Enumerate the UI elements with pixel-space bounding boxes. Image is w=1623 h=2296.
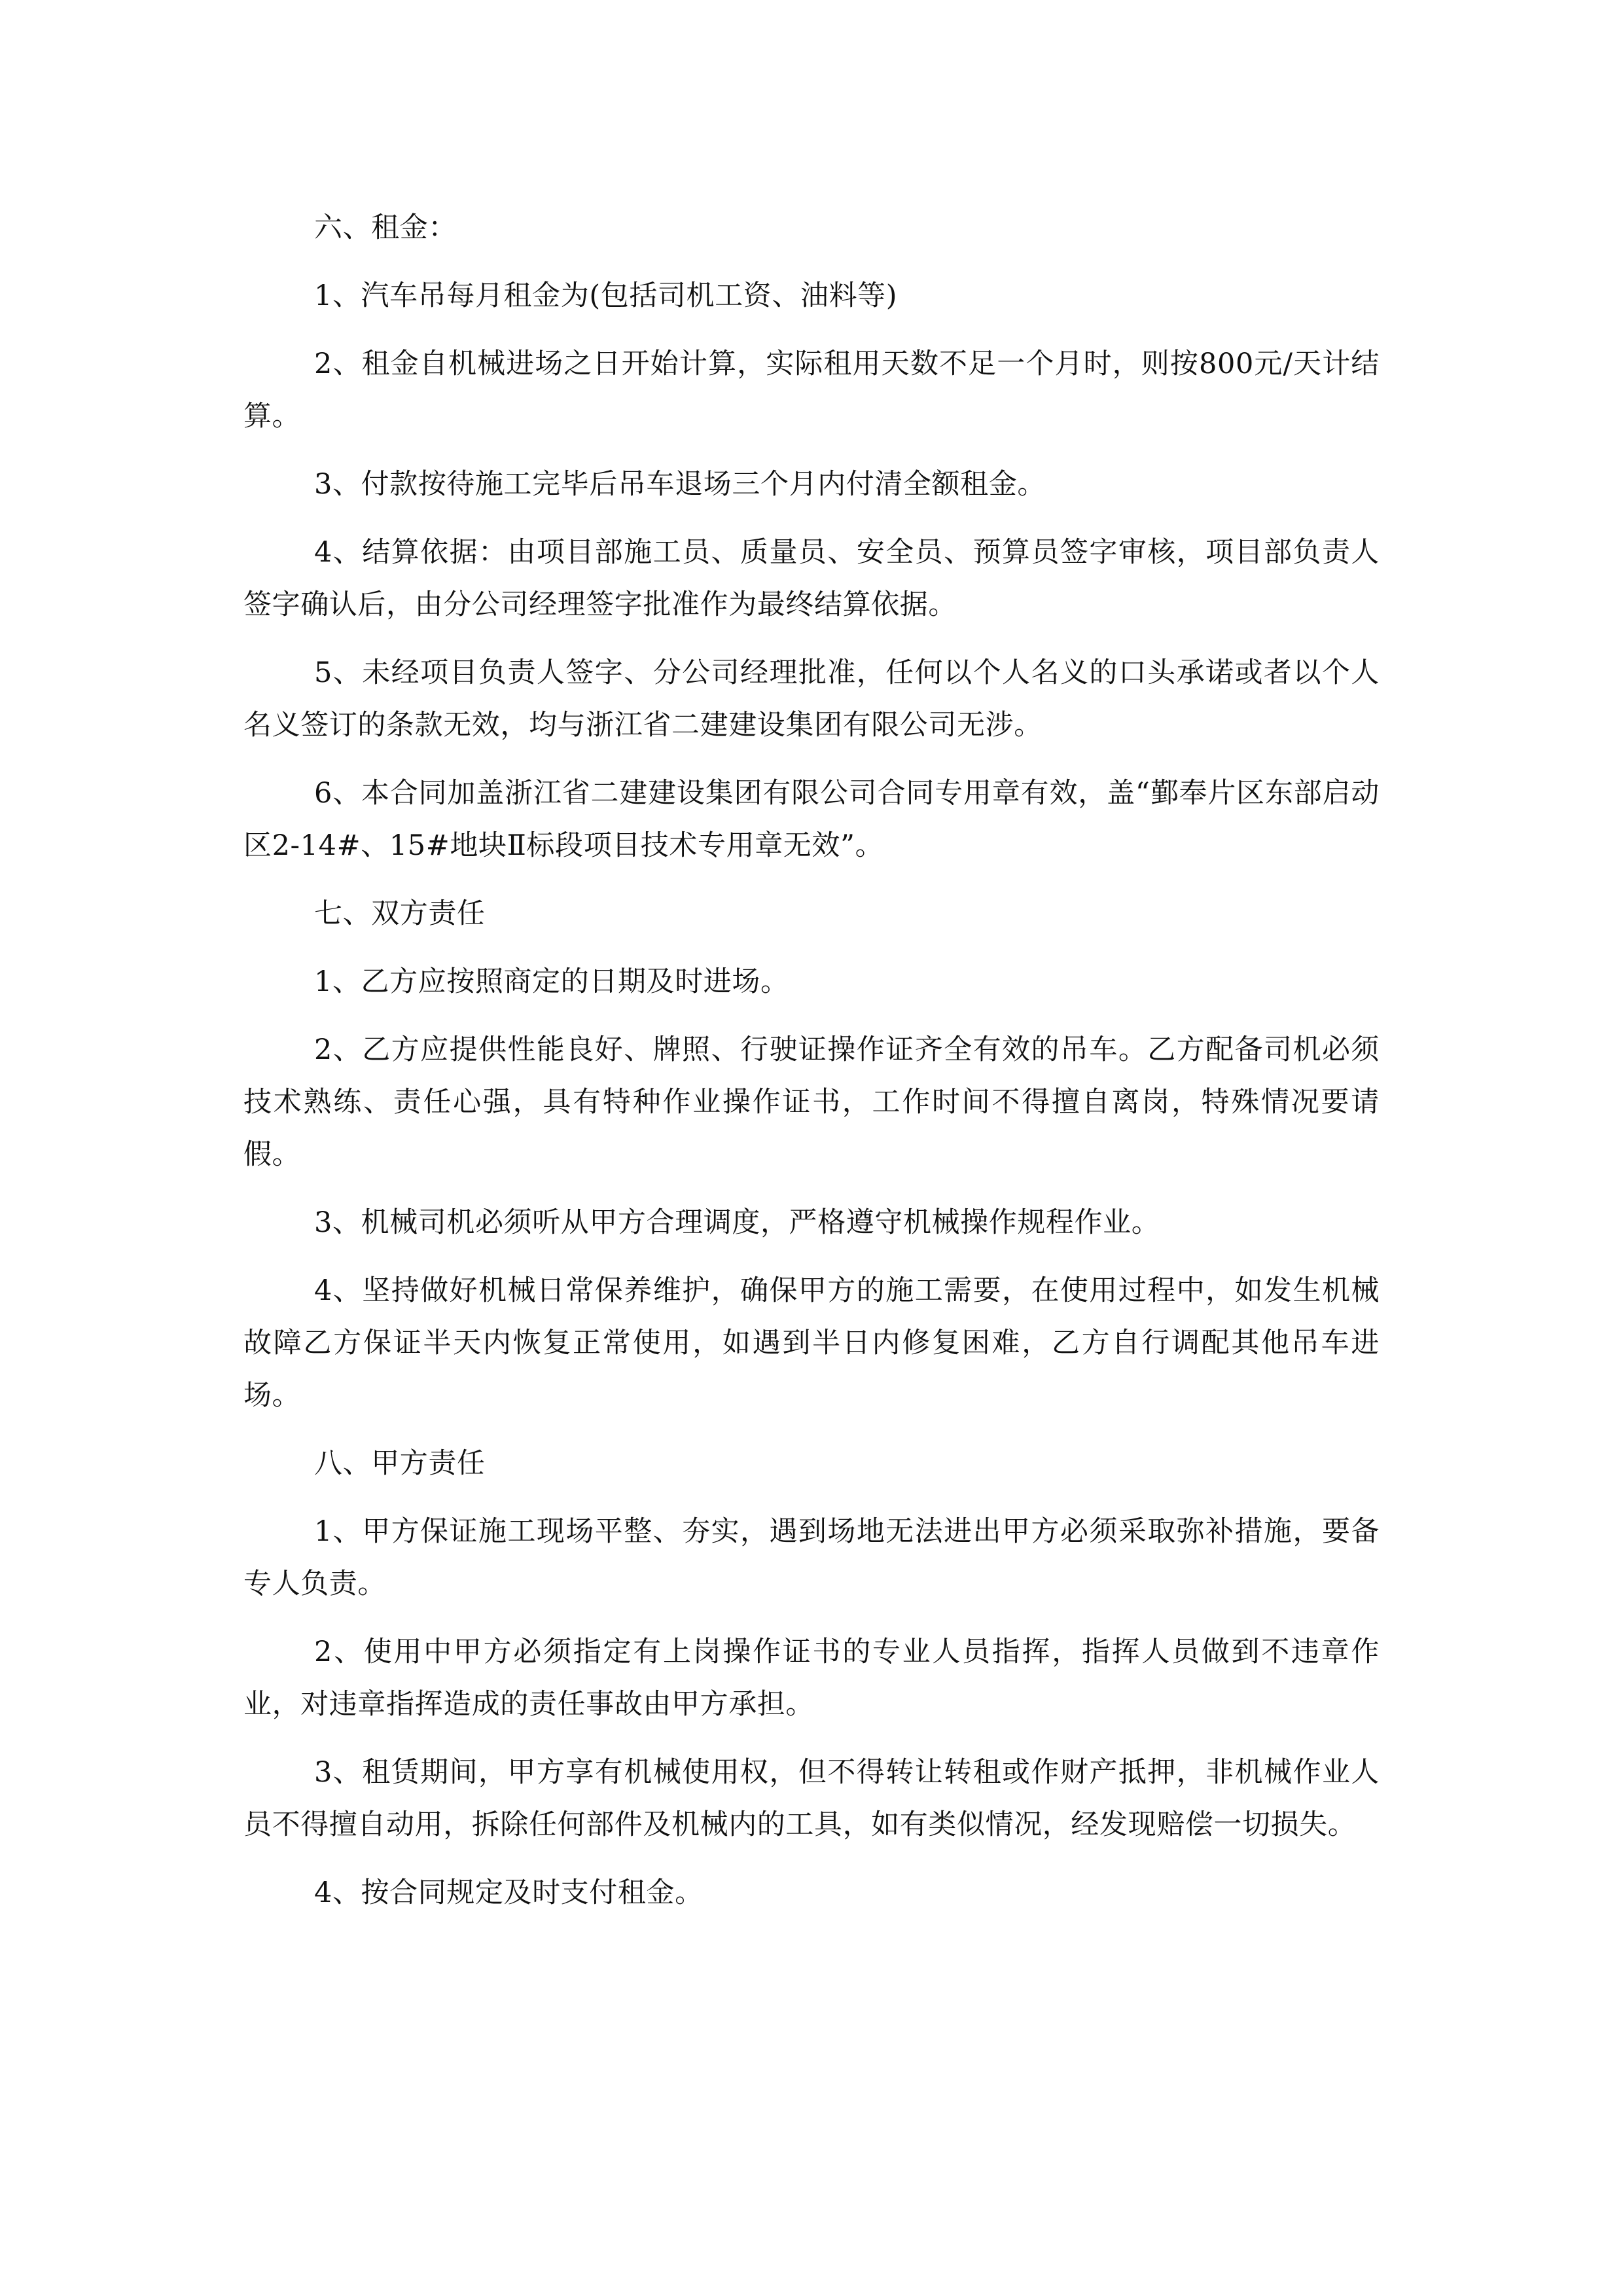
rent-clause-5: 5、未经项目负责人签字、分公司经理批准，任何以个人名义的口头承诺或者以个人名义签订的条款无效，均与浙江省二建建设集团有限公司无涉。 [243, 656, 1380, 742]
mutual-duty-clause-2: 2、乙方应提供性能良好、牌照、行驶证操作证齐全有效的吊车。乙方配备司机必须技术熟练、责任心强，具有特种作业操作证书，工作时间不得擅自离岗，特殊情况要请假。 [243, 1033, 1380, 1171]
rent-clause-6: 6、本合同加盖浙江省二建建设集团有限公司合同专用章有效，盖“鄞奉片区东部启动区2-14#、15#地块Ⅱ标段项目技术专用章无效”。 [243, 777, 1380, 862]
party-a-duty-clause-2: 2、使用中甲方必须指定有上岗操作证书的专业人员指挥，指挥人员做到不违章作业，对违章指挥造成的责任事故由甲方承担。 [243, 1636, 1380, 1721]
party-a-duty-clause-4: 4、按合同规定及时支付租金。 [314, 1876, 704, 1909]
mutual-duty-clause-4: 4、坚持做好机械日常保养维护，确保甲方的施工需要，在使用过程中，如发生机械故障乙方保证半天内恢复正常使用，如遇到半日内修复困难，乙方自行调配其他吊车进场。 [243, 1274, 1380, 1412]
rent-clause-1: 1、汽车吊每月租金为(包括司机工资、油料等) [314, 279, 898, 312]
section-heading-rent: 六、租金： [314, 211, 457, 244]
rent-clause-4: 4、结算依据：由项目部施工员、质量员、安全员、预算员签字审核，项目部负责人签字确认后，由分公司经理签字批准作为最终结算依据。 [243, 536, 1380, 621]
rent-clause-3: 3、付款按待施工完毕后吊车退场三个月内付清全额租金。 [314, 468, 1046, 501]
document-body [243, 202, 1380, 1919]
rent-clause-2: 2、租金自机械进场之日开始计算，实际租用天数不足一个月时，则按800元/天计结算。 [243, 348, 1380, 433]
mutual-duty-clause-3: 3、机械司机必须听从甲方合理调度，严格遵守机械操作规程作业。 [314, 1206, 1160, 1239]
party-a-duty-clause-3: 3、租赁期间，甲方享有机械使用权，但不得转让转租或作财产抵押，非机械作业人员不得擅自动用，拆除任何部件及机械内的工具，如有类似情况，经发现赔偿一切损失。 [243, 1756, 1380, 1841]
section-heading-mutual-duties: 七、双方责任 [314, 897, 486, 930]
mutual-duty-clause-1: 1、乙方应按照商定的日期及时进场。 [314, 965, 789, 998]
party-a-duty-clause-1: 1、甲方保证施工现场平整、夯实，遇到场地无法进出甲方必须采取弥补措施，要备专人负责。 [243, 1515, 1380, 1600]
section-heading-party-a-duties: 八、甲方责任 [314, 1447, 486, 1480]
